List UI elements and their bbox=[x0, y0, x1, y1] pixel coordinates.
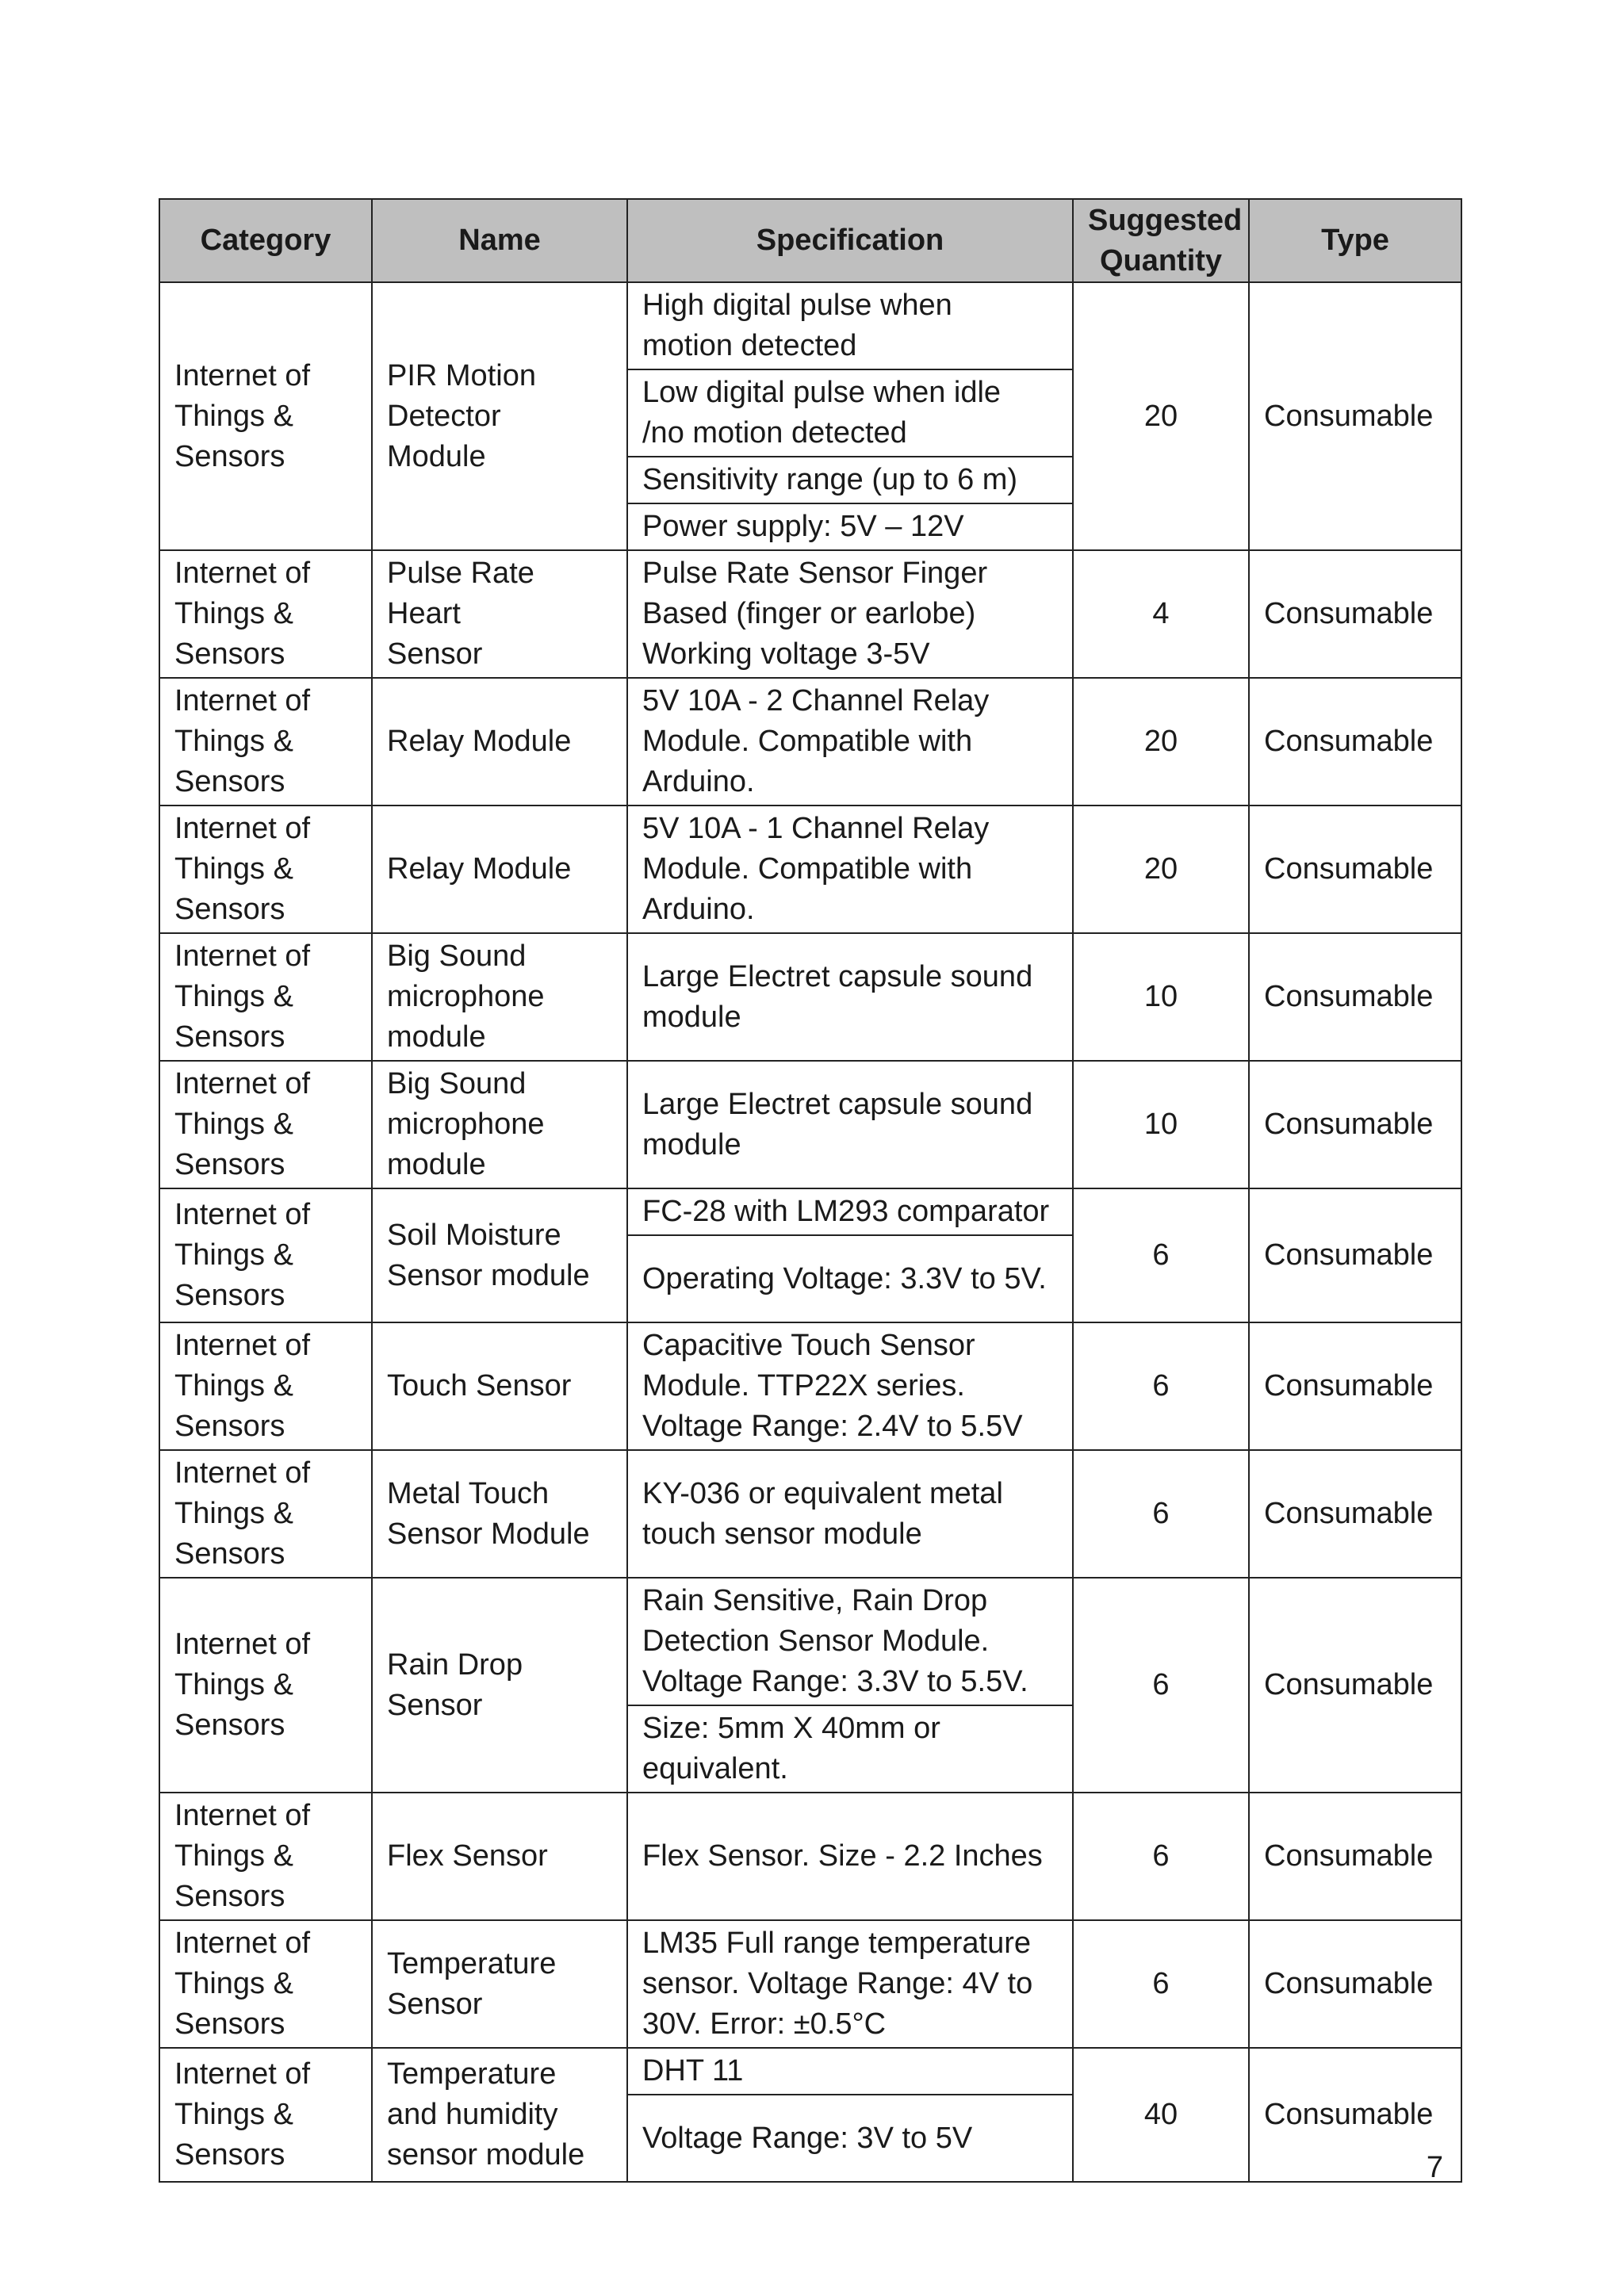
specification-cell bbox=[627, 1705, 1073, 1793]
quantity-cell: 6 bbox=[1073, 1322, 1249, 1450]
specification-line: Arduino. bbox=[642, 765, 755, 798]
name-line: Sensor Module bbox=[387, 1517, 590, 1551]
specification-cell bbox=[627, 1235, 1073, 1322]
equipment-table bbox=[159, 198, 1462, 2183]
table-row bbox=[159, 1793, 1461, 1920]
category-line: Things & bbox=[174, 980, 293, 1013]
specification-line: /no motion detected bbox=[642, 416, 907, 450]
header-quantity-line: Quantity bbox=[1099, 243, 1223, 277]
specification-cell bbox=[627, 369, 1073, 457]
category-cell bbox=[159, 282, 372, 550]
specification-line: touch sensor module bbox=[642, 1517, 922, 1551]
name-line: sensor module bbox=[387, 2138, 585, 2172]
specification-line: module bbox=[642, 1000, 741, 1034]
category-cell bbox=[159, 1920, 372, 2048]
type-cell: Consumable bbox=[1249, 1322, 1461, 1450]
specification-line: Sensitivity range (up to 6 m) bbox=[642, 463, 1018, 496]
category-cell bbox=[159, 678, 372, 806]
quantity-cell: 6 bbox=[1073, 1188, 1249, 1322]
name-line: and humidity bbox=[387, 2098, 558, 2131]
category-cell bbox=[159, 1450, 372, 1578]
quantity-cell: 10 bbox=[1073, 933, 1249, 1061]
quantity-cell: 6 bbox=[1073, 1450, 1249, 1578]
name-line: Pulse Rate Heart bbox=[387, 557, 534, 630]
category-cell bbox=[159, 1061, 372, 1188]
quantity-cell: 20 bbox=[1073, 678, 1249, 806]
name-cell bbox=[372, 1450, 627, 1578]
category-line: Sensors bbox=[174, 1020, 285, 1054]
category-line: Internet of bbox=[174, 1628, 311, 1661]
specification-line: 30V. Error: ±0.5°C bbox=[642, 2007, 887, 2041]
specification-line: sensor. Voltage Range: 4V to bbox=[642, 1967, 1033, 2000]
type-cell: Consumable bbox=[1249, 806, 1461, 933]
table-row bbox=[159, 1061, 1461, 1188]
specification-line: Based (finger or earlobe) bbox=[642, 597, 976, 630]
name-line: Relay Module bbox=[387, 852, 572, 886]
specification-cell bbox=[627, 1322, 1073, 1450]
name-cell bbox=[372, 1322, 627, 1450]
table-row bbox=[159, 1188, 1461, 1235]
specification-line: Voltage Range: 3.3V to 5.5V. bbox=[642, 1665, 1028, 1698]
name-cell bbox=[372, 1793, 627, 1920]
name-cell bbox=[372, 2048, 627, 2182]
name-cell bbox=[372, 933, 627, 1061]
name-line: Metal Touch bbox=[387, 1476, 550, 1510]
table-row bbox=[159, 1322, 1461, 1450]
category-line: Internet of bbox=[174, 1456, 311, 1490]
specification-cell bbox=[627, 1450, 1073, 1578]
name-cell bbox=[372, 806, 627, 933]
specification-cell bbox=[627, 550, 1073, 678]
specification-line: Size: 5mm X 40mm or bbox=[642, 1712, 940, 1745]
specification-line: Pulse Rate Sensor Finger bbox=[642, 557, 988, 590]
name-line: PIR Motion bbox=[387, 358, 536, 392]
category-cell bbox=[159, 1322, 372, 1450]
category-line: Sensors bbox=[174, 2007, 285, 2041]
name-line: Detector bbox=[387, 399, 501, 433]
category-line: Sensors bbox=[174, 1880, 285, 1913]
specification-cell bbox=[627, 282, 1073, 369]
specification-line: Large Electret capsule sound bbox=[642, 959, 1033, 993]
category-cell bbox=[159, 1578, 372, 1793]
category-line: Things & bbox=[174, 2098, 293, 2131]
table-row bbox=[159, 1578, 1461, 1705]
header-category: Category bbox=[159, 199, 372, 282]
category-line: Things & bbox=[174, 1369, 293, 1402]
specification-line: module bbox=[642, 1127, 741, 1161]
specification-line: Rain Sensitive, Rain Drop bbox=[642, 1584, 988, 1617]
category-line: Internet of bbox=[174, 939, 311, 973]
name-line: Big Sound bbox=[387, 939, 527, 973]
specification-line: Voltage Range: 2.4V to 5.5V bbox=[642, 1410, 1023, 1443]
category-line: Sensors bbox=[174, 637, 285, 671]
name-cell bbox=[372, 678, 627, 806]
table-row bbox=[159, 806, 1461, 933]
quantity-cell: 4 bbox=[1073, 550, 1249, 678]
category-cell bbox=[159, 2048, 372, 2182]
table-body bbox=[159, 282, 1461, 2182]
table-row bbox=[159, 1920, 1461, 2048]
category-line: Internet of bbox=[174, 1329, 311, 1362]
name-line: Flex Sensor bbox=[387, 1839, 548, 1873]
category-cell bbox=[159, 1793, 372, 1920]
category-line: Things & bbox=[174, 852, 293, 886]
category-line: Things & bbox=[174, 1668, 293, 1701]
category-line: Internet of bbox=[174, 557, 311, 590]
category-line: Internet of bbox=[174, 1927, 311, 1960]
specification-line: Working voltage 3-5V bbox=[642, 637, 930, 671]
specification-cell bbox=[627, 2095, 1073, 2182]
specification-line: Capacitive Touch Sensor bbox=[642, 1329, 975, 1362]
header-name: Name bbox=[372, 199, 627, 282]
specification-line: equivalent. bbox=[642, 1752, 788, 1785]
name-line: module bbox=[387, 1020, 486, 1054]
name-line: Big Sound bbox=[387, 1067, 527, 1100]
specification-line: KY-036 or equivalent metal bbox=[642, 1476, 1003, 1510]
category-line: Internet of bbox=[174, 684, 311, 718]
type-cell: Consumable bbox=[1249, 1061, 1461, 1188]
specification-cell bbox=[627, 1061, 1073, 1188]
name-line: Temperature bbox=[387, 2057, 557, 2091]
specification-cell bbox=[627, 457, 1073, 503]
category-line: Things & bbox=[174, 725, 293, 758]
table-row bbox=[159, 1450, 1461, 1578]
category-line: Things & bbox=[174, 1238, 293, 1272]
type-cell: Consumable bbox=[1249, 933, 1461, 1061]
name-cell bbox=[372, 1920, 627, 2048]
type-cell: Consumable bbox=[1249, 2048, 1461, 2182]
name-cell bbox=[372, 1188, 627, 1322]
table-row bbox=[159, 550, 1461, 678]
category-line: Things & bbox=[174, 1839, 293, 1873]
table-row bbox=[159, 282, 1461, 369]
name-line: microphone bbox=[387, 980, 545, 1013]
category-line: Sensors bbox=[174, 1709, 285, 1742]
specification-line: Module. Compatible with bbox=[642, 852, 973, 886]
specification-line: DHT 11 bbox=[642, 2054, 744, 2087]
type-cell: Consumable bbox=[1249, 678, 1461, 806]
specification-cell bbox=[627, 933, 1073, 1061]
name-line: Soil Moisture bbox=[387, 1218, 561, 1252]
type-cell: Consumable bbox=[1249, 1188, 1461, 1322]
name-line: Rain Drop bbox=[387, 1647, 523, 1682]
specification-line: Low digital pulse when idle bbox=[642, 376, 1002, 409]
category-line: Internet of bbox=[174, 2057, 311, 2091]
page-number: 7 bbox=[1426, 2151, 1443, 2184]
type-cell: Consumable bbox=[1249, 1450, 1461, 1578]
table-row bbox=[159, 933, 1461, 1061]
table-row bbox=[159, 2048, 1461, 2095]
name-line: Relay Module bbox=[387, 725, 572, 758]
specification-line: Power supply: 5V – 12V bbox=[642, 510, 964, 543]
header-suggested-quantity bbox=[1073, 199, 1249, 282]
name-line: Sensor module bbox=[387, 1258, 590, 1292]
name-line: microphone bbox=[387, 1108, 545, 1141]
name-line: Sensor bbox=[387, 637, 483, 671]
quantity-cell: 6 bbox=[1073, 1578, 1249, 1793]
category-cell bbox=[159, 1188, 372, 1322]
category-line: Things & bbox=[174, 1108, 293, 1141]
table-row bbox=[159, 678, 1461, 806]
category-line: Internet of bbox=[174, 1799, 311, 1832]
specification-cell bbox=[627, 806, 1073, 933]
specification-line: Flex Sensor. Size - 2.2 Inches bbox=[642, 1839, 1043, 1873]
category-line: Things & bbox=[174, 1967, 293, 2000]
type-cell: Consumable bbox=[1249, 1793, 1461, 1920]
name-line: Touch Sensor bbox=[387, 1369, 572, 1402]
name-cell bbox=[372, 1578, 627, 1793]
specification-cell bbox=[627, 1188, 1073, 1235]
category-line: Things & bbox=[174, 399, 293, 433]
header-quantity-line: Suggested bbox=[1088, 203, 1243, 237]
type-cell: Consumable bbox=[1249, 1578, 1461, 1793]
specification-cell bbox=[627, 2048, 1073, 2095]
category-line: Things & bbox=[174, 597, 293, 630]
quantity-cell: 40 bbox=[1073, 2048, 1249, 2182]
header-specification: Specification bbox=[627, 199, 1073, 282]
name-cell bbox=[372, 550, 627, 678]
type-cell: Consumable bbox=[1249, 550, 1461, 678]
quantity-cell: 6 bbox=[1073, 1793, 1249, 1920]
category-cell bbox=[159, 806, 372, 933]
specification-line: Module. TTP22X series. bbox=[642, 1369, 965, 1402]
category-line: Sensors bbox=[174, 1279, 285, 1312]
name-cell bbox=[372, 1061, 627, 1188]
specification-line: FC-28 with LM293 comparator bbox=[642, 1195, 1050, 1228]
category-line: Sensors bbox=[174, 439, 285, 473]
quantity-cell: 6 bbox=[1073, 1920, 1249, 2048]
category-line: Things & bbox=[174, 1497, 293, 1530]
specification-line: Voltage Range: 3V to 5V bbox=[642, 2121, 973, 2155]
category-cell bbox=[159, 550, 372, 678]
type-cell: Consumable bbox=[1249, 282, 1461, 550]
category-line: Internet of bbox=[174, 1198, 311, 1231]
category-line: Sensors bbox=[174, 1410, 285, 1443]
type-cell: Consumable bbox=[1249, 1920, 1461, 2048]
category-line: Sensors bbox=[174, 893, 285, 926]
category-line: Sensors bbox=[174, 1537, 285, 1571]
specification-line: Detection Sensor Module. bbox=[642, 1624, 990, 1658]
category-line: Sensors bbox=[174, 2138, 285, 2172]
header-type: Type bbox=[1249, 199, 1461, 282]
name-line: module bbox=[387, 1148, 486, 1181]
specification-cell bbox=[627, 1578, 1073, 1705]
specification-line: 5V 10A - 1 Channel Relay bbox=[642, 812, 990, 845]
table-header bbox=[159, 199, 1461, 282]
specification-line: Large Electret capsule sound bbox=[642, 1087, 1033, 1121]
quantity-cell: 20 bbox=[1073, 282, 1249, 550]
name-line: Temperature bbox=[387, 1946, 557, 1980]
header-row bbox=[159, 199, 1461, 282]
name-line: Module bbox=[387, 439, 486, 473]
quantity-cell: 20 bbox=[1073, 806, 1249, 933]
specification-line: 5V 10A - 2 Channel Relay bbox=[642, 684, 990, 718]
category-line: Internet of bbox=[174, 812, 311, 845]
name-line: Sensor bbox=[387, 1688, 483, 1722]
specification-line: High digital pulse when bbox=[642, 289, 952, 322]
category-line: Sensors bbox=[174, 765, 285, 798]
specification-cell bbox=[627, 1920, 1073, 2048]
category-line: Internet of bbox=[174, 1067, 311, 1100]
specification-line: Arduino. bbox=[642, 893, 755, 926]
specification-line: LM35 Full range temperature bbox=[642, 1927, 1032, 1960]
category-cell bbox=[159, 933, 372, 1061]
specification-line: Operating Voltage: 3.3V to 5V. bbox=[642, 1261, 1047, 1295]
specification-cell bbox=[627, 1793, 1073, 1920]
specification-line: Module. Compatible with bbox=[642, 725, 973, 758]
name-cell bbox=[372, 282, 627, 550]
category-line: Sensors bbox=[174, 1148, 285, 1181]
specification-line: motion detected bbox=[642, 329, 857, 362]
specification-cell bbox=[627, 678, 1073, 806]
specification-cell bbox=[627, 503, 1073, 550]
quantity-cell: 10 bbox=[1073, 1061, 1249, 1188]
category-line: Internet of bbox=[174, 358, 311, 392]
name-line: Sensor bbox=[387, 1987, 483, 2021]
